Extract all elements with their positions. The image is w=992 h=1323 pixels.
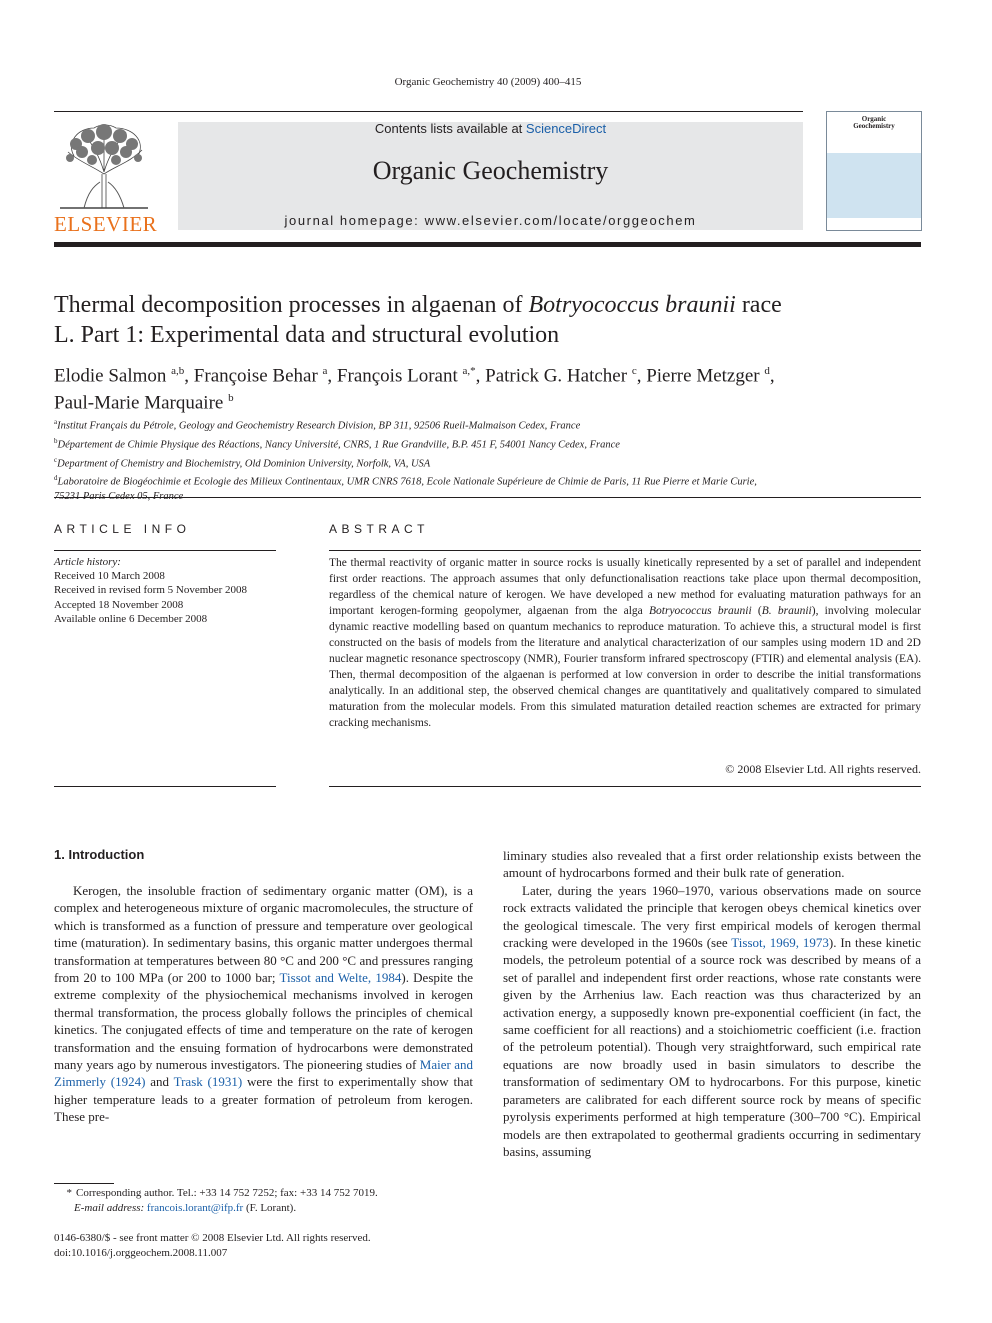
paragraph: Kerogen, the insoluble fraction of sedimentary organic matter (OM), is a complex and heterogeneous mixture of organic macromolecules, the structure of which is transformed as a function of pressure and temperature over geological time (maturation). In sedimentary basins, this organic matter undergoes thermal transformation at temperatures between 80 °C and 200 °C and pressures ranging from 20 to 100 MPa (or 200 to 1000 bar; Tissot and Welte, 1984). Despite the extreme complexity of the physiochemical mechanisms involved in kerogen thermal transformation, the process globally follows the principles of chemical kinetics. The conjugated effects of time and temperature on the rate of kerogen transformation and the ensuing formation of hydrocarbons were demonstrated many years ago by numerous investigators. The pioneering studies of Maier and Zimmerly (1924) and Trask (1931) were the first to experimentally show that higher temperature leads to a greater formation of petroleum from kerogen. These pre- [54, 883, 474, 1125]
affiliations [54, 415, 934, 504]
journal-cover-thumbnail[interactable] [826, 111, 922, 231]
contents-line [178, 121, 803, 136]
affiliation: $^d$Laboratoire de Biogéochimie et Ecologie des Milieux Continentaux, UMR CNRS 7618, Ecole Nationale Supérieure de Chimie de Paris, 11 Rue Pierre et Marie Curie, [54, 474, 757, 488]
abstract-copyright: © 2008 Elsevier Ltd. All rights reserved. [725, 762, 921, 776]
article-title: Thermal decomposition processes in algaenan of Botryococcus braunii race L. Part 1: Experimental data and structural evolution [54, 292, 782, 348]
citation-link[interactable]: Trask (1931) [173, 1074, 243, 1090]
abstract-heading: ABSTRACT [329, 522, 430, 536]
author[interactable]: Françoise Behar [193, 365, 318, 387]
body-column-left [54, 882, 473, 1126]
author[interactable]: Paul-Marie Marquaire [54, 392, 224, 414]
journal-name: Organic Geochemistry [372, 156, 609, 185]
front-matter-info [54, 1231, 484, 1260]
article-history: Article history: Received 10 March 2008 Received in revised form 5 November 2008 Accepted 18 November 2008 Available online 6 December 2008 [54, 556, 248, 625]
contents-prefix: Contents lists available at [374, 121, 526, 136]
issn-line: 0146-6380/$ - see front matter © 2008 Elsevier Ltd. All rights reserved. [54, 1232, 371, 1244]
citation-link[interactable]: Tissot, 1969, 1973 [731, 935, 829, 951]
header-thick-rule [54, 242, 921, 247]
paragraph: liminary studies also revealed that a first order relationship exists between the amount of hydrocarbons formed and their bulk rate of generation. [503, 848, 921, 881]
author[interactable]: Elodie Salmon [54, 365, 167, 387]
body-column-right [503, 847, 921, 1160]
doi-line[interactable]: doi:10.1016/j.orggeochem.2008.11.007 [54, 1246, 228, 1259]
affiliation: $^c$Department of Chemistry and Biochemistry, Old Dominion University, Norfolk, VA, USA [54, 455, 431, 470]
cover-image [827, 153, 921, 219]
paragraph: Later, during the years 1960–1970, various observations made on source rock extracts validated the principle that kerogen obeys chemical kinetics over the geological timescale. The very first empirical models of kerogen thermal cracking were developed in the 1960s (see Tissot, 1969, 1973). In these kinetic models, the petroleum potential of a source rock was described by means of a set of parallel and independent first order reactions, whose rate constants were given by the Arrhenius law. Each reaction was thus characterized by an activation energy, a supposedly known pre-exponential coefficient (in fact, the same coefficient for all reactions) and a stoichiometric coefficient (i.e. fraction of the petroleum potential). Though very straightforward, such empirical rate equations are now broadly used in basin simulators to describe the transformation of sedimentary OM to hydrocarbons. For this purpose, kinetic parameters are calibrated for each different source rock by means of specific pyrolysis experiments performed at high temperature (300–700 °C). Empirical models are then extrapolated to geothermal gradients occurring in sedimentary basins, assuming [503, 882, 921, 1159]
citation-link[interactable]: Maier and Zimmerly (1924) [54, 1057, 473, 1090]
author[interactable]: Patrick G. Hatcher [485, 365, 628, 387]
author-list: Elodie Salmon $^{a,b}$, Françoise Behar $^a$, François Lorant $^{a,*}$, Patrick G. Hatcher $^c$, Pierre Metzger $^d$, Paul-Marie Marquaire $^b$ [54, 365, 775, 414]
sciencedirect-link[interactable]: ScienceDirect [525, 121, 607, 136]
elsevier-wordmark[interactable]: ELSEVIER [54, 212, 158, 236]
affiliation: 75231 Paris Cedex 05, France [54, 491, 184, 503]
abstract-body: The thermal reactivity of organic matter in source rocks is usually kinetically represented by a set of parallel and independent first order reactions. The approach assumes that only defunctionalisation reactions take place upon thermal decomposition, regardless of the chemical nature of kerogen. We have developed a new method for evaluating maturation pathways for an important kerogen-forming geopolymer, algaenan from the alga Botryococcus braunii (B. braunii), involving molecular dynamic reactive modelling based on quantum mechanics to reproduce maturation. To achieve this, a structural model is first constructed on the basis of models from the literature and analytical characterization of our samples using modern 1D and 2D nuclear magnetic resonance spectroscopy (NMR), Fourier transform infrared spectroscopy (FTIR) and elemental analysis (EA). Then, thermal decomposition of the algaenan is performed at low conversion in order to describe the initial transformations analytically. In an additional step, the observed chemical changes are quantitatively and qualitatively compared to simulated maturation from the molecular models. From this simulated maturation detailed reaction schemes are extracted for primary cracking mechanisms. [329, 557, 921, 729]
email-link[interactable]: francois.lorant@ifp.fr [146, 1201, 244, 1214]
section-heading-introduction: 1. Introduction [54, 847, 145, 862]
author[interactable]: Pierre Metzger [646, 365, 760, 387]
article-info-heading: ARTICLE INFO [54, 522, 191, 536]
affiliation: $^a$Institut Français du Pétrole, Geology and Geochemistry Research Division, BP 311, 92506 Rueil-Malmaison Cedex, France [54, 418, 581, 432]
citation-link[interactable]: Tissot and Welte, 1984 [279, 970, 402, 986]
author[interactable]: François Lorant [336, 365, 458, 387]
affiliation: $^b$Département de Chimie Physique des Réactions, Nancy Université, CNRS, 1 Rue Grandville, B.P. 451 F, 54001 Nancy Cedex, France [54, 436, 620, 451]
journal-citation: Organic Geochemistry 40 (2009) 400–415 [394, 76, 582, 88]
cover-title: Organic Geochemistry [853, 115, 895, 130]
section-rule [54, 497, 921, 498]
footnote-rule [54, 1183, 114, 1184]
corresponding-author-footnote: * Corresponding author. Tel.: +33 14 752 7252; fax: +33 14 752 7019. E-mail address: francois.lorant@ifp.fr (F. Lorant). [66, 1187, 378, 1214]
header-rule [54, 111, 803, 112]
journal-homepage[interactable]: journal homepage: www.elsevier.com/locate/orggeochem [284, 213, 697, 228]
